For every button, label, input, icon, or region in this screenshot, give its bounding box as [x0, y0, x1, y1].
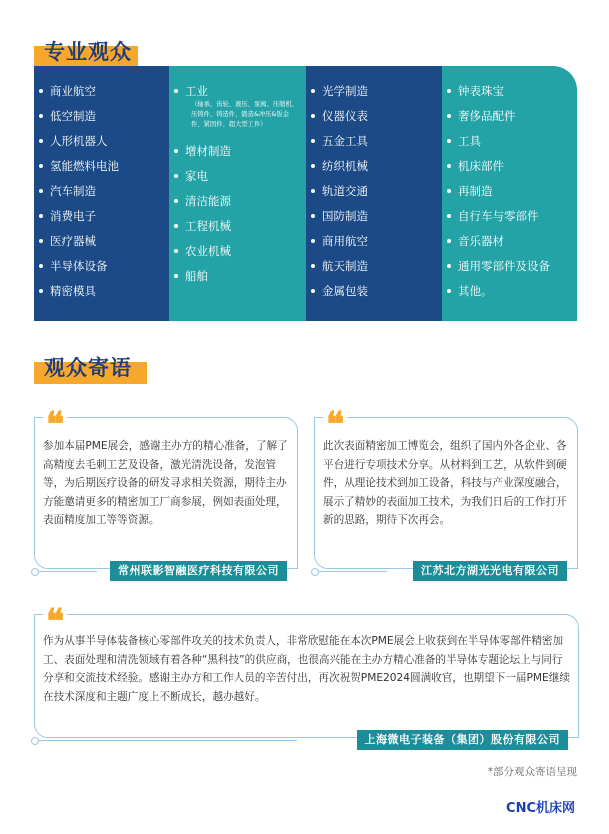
quote-icon: ❝	[43, 410, 67, 440]
list-item: 汽车制造	[34, 184, 169, 209]
footnote: *部分观众寄语呈现	[487, 766, 577, 778]
card-connector-dot	[31, 737, 39, 745]
audience-column-3	[306, 66, 442, 321]
list-item: 仪器仪表	[306, 109, 442, 134]
list-item: 清洁能源	[169, 194, 306, 219]
list-item: 家电	[169, 169, 306, 194]
list-item: 五金工具	[306, 134, 442, 159]
audience-column-1	[34, 66, 169, 321]
watermark-logo: CNC机床网	[506, 801, 575, 816]
messages-title: 观众寄语	[44, 356, 132, 380]
list-item: 音乐器材	[442, 234, 577, 259]
testimonial-text: 此次表面精密加工博览会，组织了国内外各企业、各平台进行专项技术分享。从材料到工艺，从软件到硬件，从理论技术到加工设备，科技与产业深度融合，展示了精妙的表面加工技术，为我们日后的工作打开新的思路，期待下次再会。	[323, 440, 567, 526]
list-item: 轨道交通	[306, 184, 442, 209]
list-item: 奢侈品配件	[442, 109, 577, 134]
card-connector-dot	[311, 568, 319, 576]
testimonial-text: 参加本届PME展会，感谢主办方的精心准备，了解了高精度去毛刺工艺及设备，激光清洗设备，发泡管等，为后期医疗设备的研发寻求相关资源，期待主办方能邀请更多的精密加工厂商参展，例如表面处理，表面精度加工等等资源。	[43, 440, 288, 526]
testimonial-card	[34, 602, 579, 746]
testimonial-text: 作为从事半导体装备核心零部件攻关的技术负责人，非常欣慰能在本次PME展会上收获到在半导体零部件精密加工、表面处理和清洗领域有着各种“黑科技”的供应商，也很高兴能在主办方精心准备的半导体专题论坛上与同行分享和交流技术经验。感谢主办方和工作人员的辛苦付出，再次祝贺PME2024圆满收官，也期望下一届PME继续在技术深度和主题广度上不断成长，越办越好。	[43, 635, 570, 703]
quote-icon: ❝	[43, 607, 67, 637]
list-item: 自行车与零部件	[442, 209, 577, 234]
list-item: 医疗器械	[34, 234, 169, 259]
testimonial-card	[314, 405, 578, 577]
testimonial-card	[34, 405, 298, 577]
card-connector-dot	[31, 568, 39, 576]
list-item: 精密模具	[34, 284, 169, 309]
list-item: 机床部件	[442, 159, 577, 184]
list-item: 低空制造	[34, 109, 169, 134]
list-item: 工具	[442, 134, 577, 159]
card-connector-line	[37, 571, 97, 572]
list-item: 船舶	[169, 269, 306, 294]
company-label: 上海微电子装备（集团）股份有限公司	[357, 730, 569, 750]
list-item: 商用航空	[306, 234, 442, 259]
audience-grid	[34, 66, 577, 321]
list-item: 人形机器人	[34, 134, 169, 159]
company-label: 常州联影智融医疗科技有限公司	[110, 561, 287, 581]
card-connector-line	[37, 740, 297, 741]
list-item: 通用零部件及设备	[442, 259, 577, 284]
quote-icon: ❝	[323, 410, 347, 440]
list-item: 半导体设备	[34, 259, 169, 284]
audience-heading	[34, 36, 154, 66]
list-item: 其他。	[442, 284, 577, 309]
messages-heading	[34, 352, 164, 382]
card-connector-line	[317, 571, 387, 572]
list-item: 消费电子	[34, 209, 169, 234]
list-item: 金属包装	[306, 284, 442, 309]
list-item: 氢能燃料电池	[34, 159, 169, 184]
list-item: 国防制造	[306, 209, 442, 234]
list-item: 再制造	[442, 184, 577, 209]
industry-subnote: （轴承、齿轮、液压、泵阀、压缩机、压铸件、铸造件、锻造&冲压&钣金件、紧固件、超大型工件）	[191, 101, 299, 128]
audience-column-4	[442, 66, 577, 321]
list-item: 工业	[169, 84, 306, 109]
list-item: 农业机械	[169, 244, 306, 269]
list-item: 增材制造	[169, 144, 306, 169]
list-item: 钟表珠宝	[442, 84, 577, 109]
list-item: 纺织机械	[306, 159, 442, 184]
list-item: 光学制造	[306, 84, 442, 109]
list-item: 商业航空	[34, 84, 169, 109]
audience-column-2	[169, 66, 306, 321]
company-label: 江苏北方湖光光电有限公司	[413, 561, 567, 581]
audience-title: 专业观众	[44, 40, 132, 64]
list-item: 工程机械	[169, 219, 306, 244]
list-item: 航天制造	[306, 259, 442, 284]
